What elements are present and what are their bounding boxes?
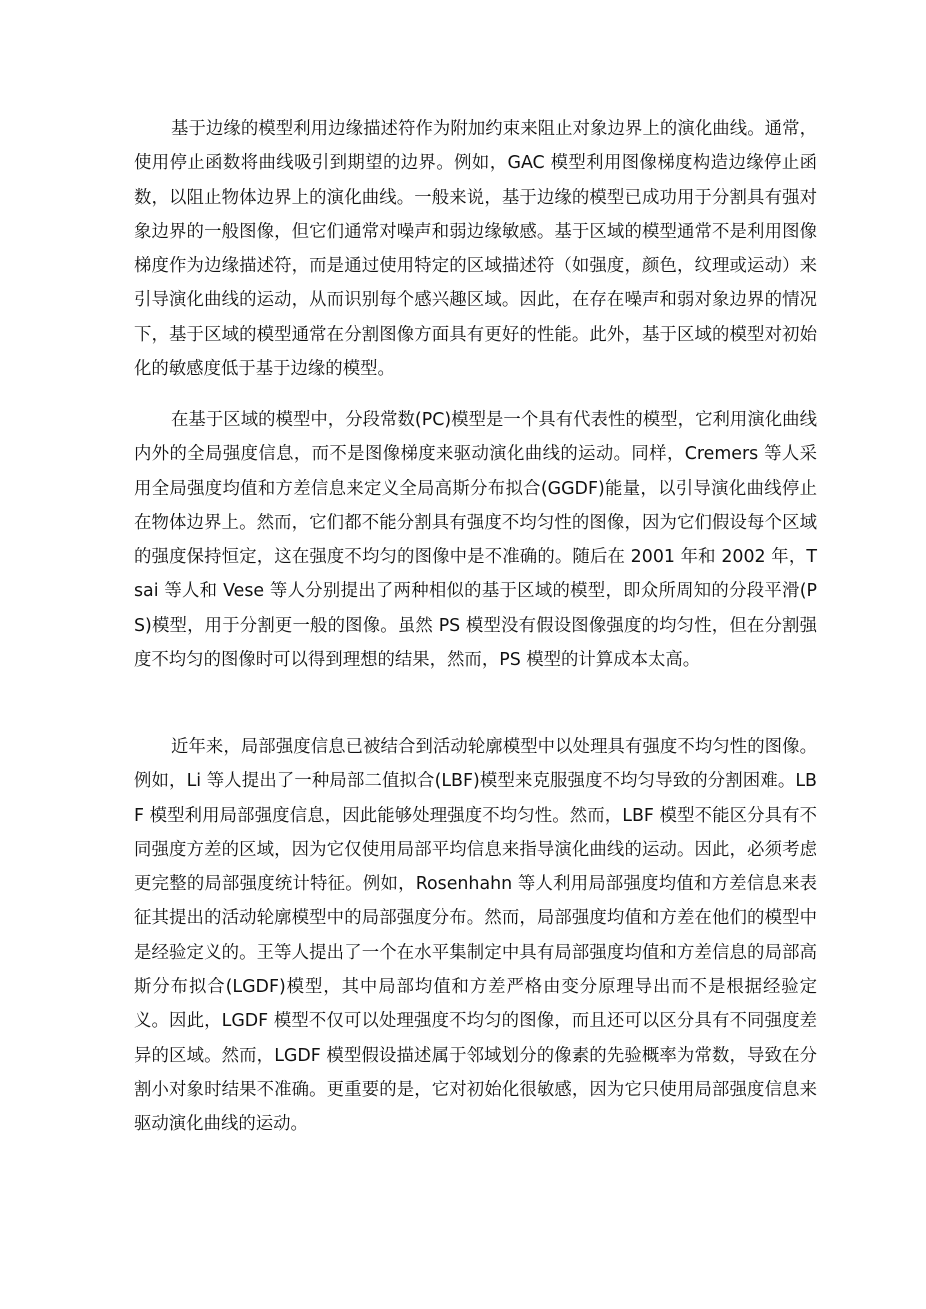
paragraph-local-intensity-models: 近年来，局部强度信息已被结合到活动轮廓模型中以处理具有强度不均匀性的图像。例如，Li 等人提出了一种局部二值拟合(LBF)模型来克服强度不均匀导致的分割困难。LBF 模型利用局部强度信息，因此能够处理强度不均匀性。然而，LBF 模型不能区分具有不同强度方差的区域，因为它仅使用局部平均信息来指导演化曲线的运动。因此，必须考虑更完整的局部强度统计特征。例如，Rosenhahn 等人利用局部强度均值和方差信息来表征其提出的活动轮廓模型中的局部强度分布。然而，局部强度均值和方差在他们的模型中是经验定义的。王等人提出了一个在水平集制定中具有局部强度均值和方差信息的局部高斯分布拟合(LGDF)模型，其中局部均值和方差严格由变分原理导出而不是根据经验定义。因此，LGDF 模型不仅可以处理强度不均匀的图像，而且还可以区分具有不同强度差异的区域。然而，LGDF 模型假设描述属于邻域划分的像素的先验概率为常数，导致在分割小对象时结果不准确。更重要的是，它对初始化很敏感，因为它只使用局部强度信息来驱动演化曲线的运动。 [134, 737, 817, 1135]
paragraph-edge-based-models: 基于边缘的模型利用边缘描述符作为附加约束来阻止对象边界上的演化曲线。通常，使用停止函数将曲线吸引到期望的边界。例如，GAC 模型利用图像梯度构造边缘停止函数，以阻止物体边界上的演化曲线。一般来说，基于边缘的模型已成功用于分割具有强对象边界的一般图像，但它们通常对噪声和弱边缘敏感。基于区域的模型通常不是利用图像梯度作为边缘描述符，而是通过使用特定的区域描述符（如强度，颜色，纹理或运动）来引导演化曲线的运动，从而识别每个感兴趣区域。因此，在存在噪声和弱对象边界的情况下，基于区域的模型通常在分割图像方面具有更好的性能。此外，基于区域的模型对初始化的敏感度低于基于边缘的模型。 [134, 119, 817, 380]
paragraph-region-based-models: 在基于区域的模型中，分段常数(PC)模型是一个具有代表性的模型，它利用演化曲线内外的全局强度信息，而不是图像梯度来驱动演化曲线的运动。同样，Cremers 等人采用全局强度均值和方差信息来定义全局高斯分布拟合(GGDF)能量，以引导演化曲线停止在物体边界上。然而，它们都不能分割具有强度不均匀性的图像，因为它们假设每个区域的强度保持恒定，这在强度不均匀的图像中是不准确的。随后在 2001 年和 2002 年，Tsai 等人和 Vese 等人分别提出了两种相似的基于区域的模型，即众所周知的分段平滑(PS)模型，用于分割更一般的图像。虽然 PS 模型没有假设图像强度的均匀性，但在分割强度不均匀的图像时可以得到理想的结果，然而，PS 模型的计算成本太高。 [134, 410, 817, 671]
